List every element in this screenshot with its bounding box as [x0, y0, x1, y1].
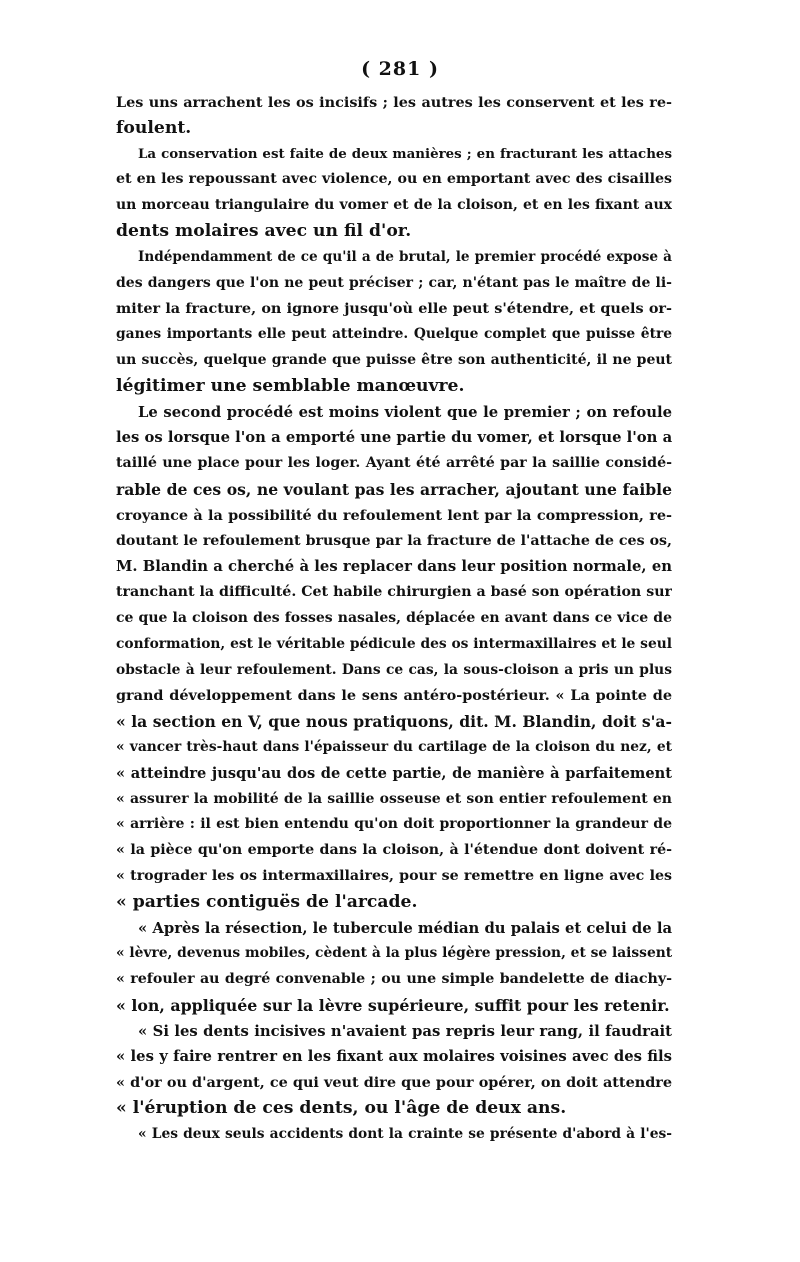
- text-line: croyance à la possibilité du refoulement lent par la compression, re-: [116, 506, 672, 524]
- text-line: « lèvre, devenus mobiles, cèdent à la plus légère pression, et se laissent: [116, 945, 672, 962]
- text-line: « la pièce qu'on emporte dans la cloison, à l'étendue dont doivent ré-: [116, 842, 672, 859]
- text-line: rable de ces os, ne voulant pas les arracher, ajoutant une faible: [116, 479, 672, 499]
- text-line: grand développement dans le sens antéro-postérieur. « La pointe de: [116, 687, 672, 705]
- text-line: La conservation est faite de deux manières ; en fracturant les attaches: [138, 145, 672, 162]
- text-line: doutant le refoulement brusque par la fracture de l'attache de ces os,: [116, 532, 672, 549]
- text-line: ce que la cloison des fosses nasales, déplacée en avant dans ce vice de: [116, 609, 672, 626]
- text-line: les os lorsque l'on a emporté une partie du vomer, et lorsque l'on a: [116, 429, 672, 447]
- text-line: « d'or ou d'argent, ce qui veut dire que pour opérer, on doit attendre: [116, 1074, 672, 1092]
- text-line: « Les deux seuls accidents dont la crainte se présente d'abord à l'es-: [138, 1125, 672, 1142]
- text-line: obstacle à leur refoulement. Dans ce cas, la sous-cloison a pris un plus: [116, 661, 672, 678]
- text-line: « assurer la mobilité de la saillie osseuse et son entier refoulement en: [116, 790, 672, 807]
- text-line: « la section en V, que nous pratiquons, dit. M. Blandin, doit s'a-: [116, 712, 672, 732]
- text-line: « lon, appliquée sur la lèvre supérieure, suffit pour les retenir.: [116, 995, 670, 1015]
- page-number: ( 281 ): [361, 58, 439, 80]
- text-line: légitimer une semblable manœuvre.: [116, 375, 465, 396]
- text-line: « Si les dents incisives n'avaient pas repris leur rang, il faudrait: [138, 1022, 672, 1040]
- text-line: miter la fracture, on ignore jusqu'où elle peut s'étendre, et quels or-: [116, 300, 672, 318]
- text-line: un succès, quelque grande que puisse être son authenticité, il ne peut: [116, 351, 672, 368]
- text-line: « refouler au degré convenable ; ou une simple bandelette de diachy-: [116, 971, 672, 988]
- text-line: « arrière : il est bien entendu qu'on doit proportionner la grandeur de: [116, 816, 672, 833]
- body-text: [116, 90, 672, 1148]
- text-line: un morceau triangulaire du vomer et de la cloison, et en les fixant aux: [116, 197, 672, 214]
- text-line: « les y faire rentrer en les fixant aux molaires voisines avec des fils: [116, 1048, 672, 1066]
- text-line: « l'éruption de ces dents, ou l'âge de deux ans.: [116, 1098, 567, 1119]
- text-line: M. Blandin a cherché à les replacer dans leur position normale, en: [116, 558, 672, 576]
- text-line: ganes importants elle peut atteindre. Quelque complet que puisse être: [116, 326, 672, 343]
- text-line: des dangers que l'on ne peut préciser ; car, n'étant pas le maître de li-: [116, 274, 672, 291]
- text-line: foulent.: [116, 117, 192, 138]
- text-line: « Après la résection, le tubercule médian du palais et celui de la: [138, 919, 672, 937]
- text-line: conformation, est le véritable pédicule des os intermaxillaires et le seul: [116, 635, 672, 652]
- text-line: taillé une place pour les loger. Ayant été arrêté par la saillie considé-: [116, 455, 672, 472]
- text-line: Les uns arrachent les os incisifs ; les autres les conservent et les re-: [116, 94, 672, 111]
- text-line: « trograder les os intermaxillaires, pour se remettre en ligne avec les: [116, 867, 672, 884]
- text-line: tranchant la difficulté. Cet habile chirurgien a basé son opération sur: [116, 584, 672, 601]
- text-line: Indépendamment de ce qu'il a de brutal, le premier procédé expose à: [138, 248, 672, 265]
- text-line: « parties contiguës de l'arcade.: [116, 891, 418, 912]
- text-line: et en les repoussant avec violence, ou en emportant avec des cisailles: [116, 171, 672, 188]
- text-line: « vancer très-haut dans l'épaisseur du cartilage de la cloison du nez, et: [116, 738, 672, 755]
- text-line: dents molaires avec un fil d'or.: [116, 220, 412, 241]
- text-line: Le second procédé est moins violent que le premier ; on refoule: [138, 403, 672, 421]
- text-line: « atteindre jusqu'au dos de cette partie, de manière à parfaitement: [116, 764, 672, 782]
